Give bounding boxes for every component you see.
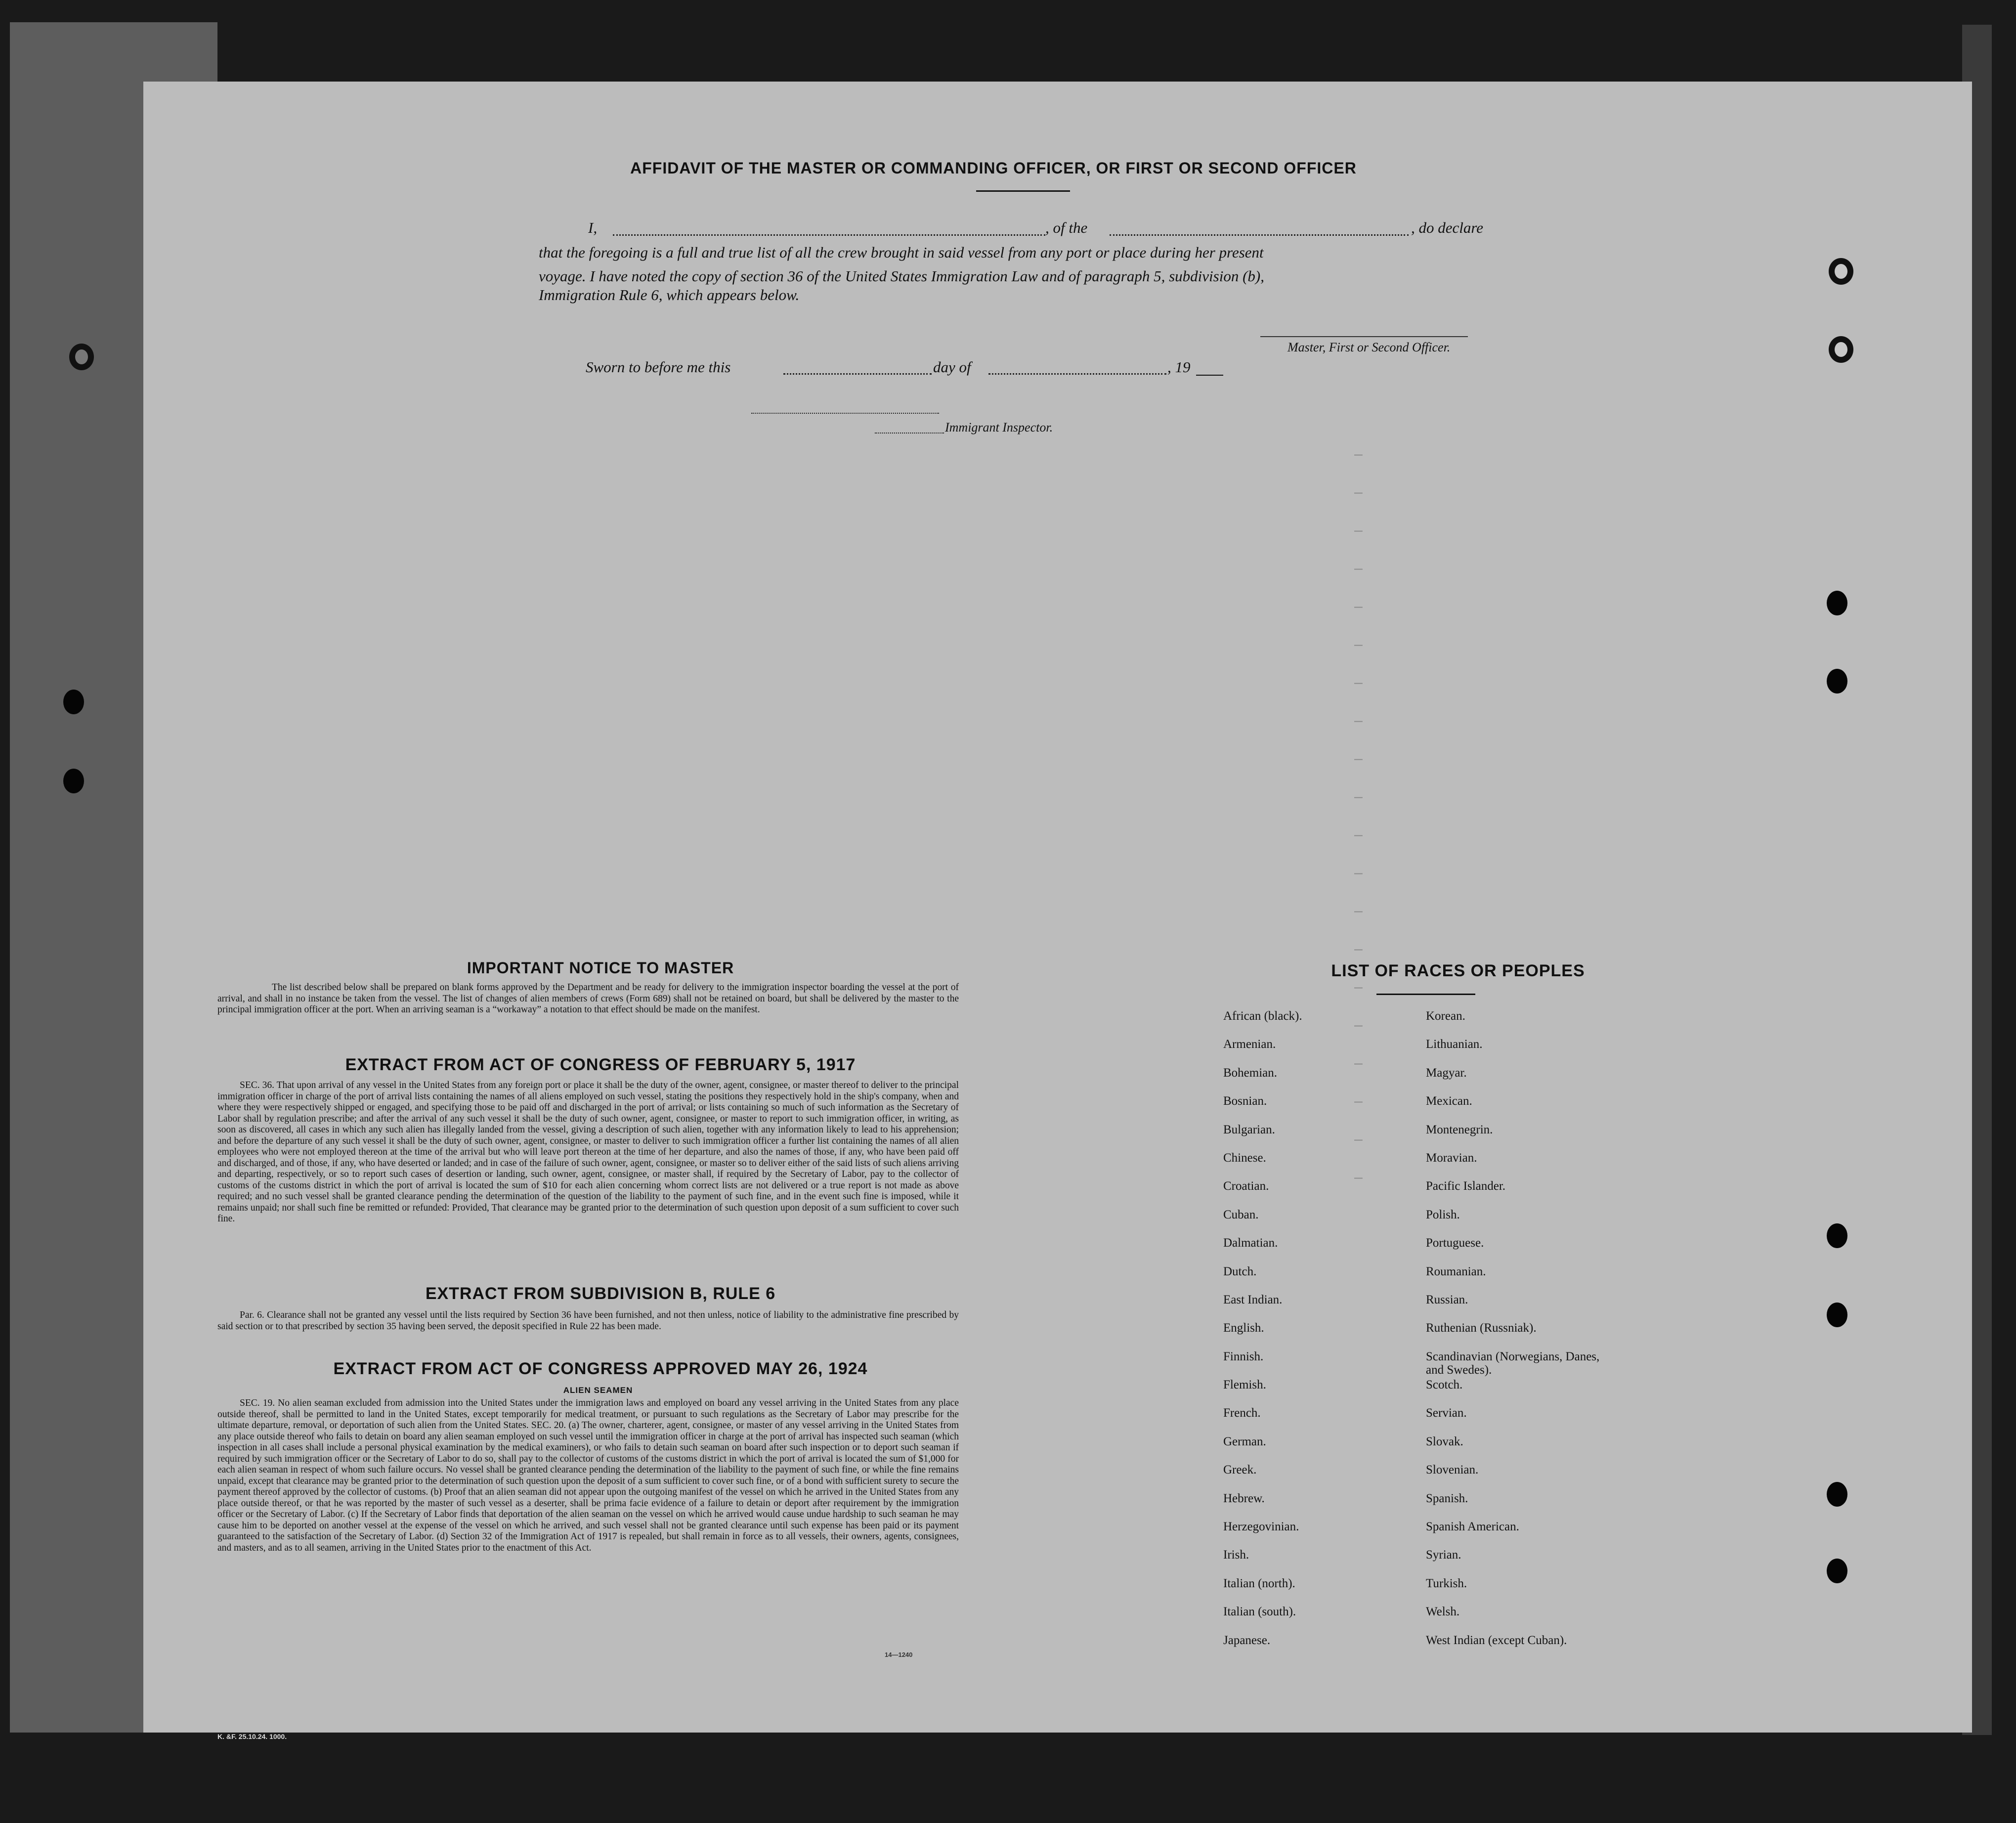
sworn-month-line[interactable] <box>988 373 1166 375</box>
do-declare-label: , do declare <box>1411 219 1484 236</box>
affidavit-line-3: voyage. I have noted the copy of section 36 of the United States Immigration Law and of paragraph 5, subdivision (b), <box>539 267 1264 285</box>
races-title: LIST OF RACES OR PEOPLES <box>1331 961 1585 980</box>
punch-hole <box>1827 1302 1847 1327</box>
notice-title: IMPORTANT NOTICE TO MASTER <box>467 959 734 977</box>
race-item: Syrian. <box>1426 1548 1461 1562</box>
i-label: I, <box>588 219 598 236</box>
race-item: Ruthenian (Russniak). <box>1426 1321 1537 1335</box>
sworn-label: Sworn to before me this <box>586 358 731 376</box>
punch-hole <box>1827 1482 1847 1507</box>
affidavit-title: AFFIDAVIT OF THE MASTER OR COMMANDING OFFICER, OR FIRST OR SECOND OFFICER <box>630 159 1357 177</box>
race-item: Russian. <box>1426 1293 1468 1306</box>
of-the-label: , of the <box>1045 219 1088 236</box>
race-item: Herzegovinian. <box>1223 1520 1299 1534</box>
year-line[interactable] <box>1196 375 1223 376</box>
race-item: Welsh. <box>1426 1605 1460 1619</box>
master-signature-line[interactable] <box>1260 336 1468 337</box>
race-item: Portuguese. <box>1426 1236 1484 1250</box>
race-item: Bulgarian. <box>1223 1123 1275 1136</box>
race-item: Irish. <box>1223 1548 1249 1562</box>
race-item: Japanese. <box>1223 1633 1271 1647</box>
race-item: Dutch. <box>1223 1264 1257 1278</box>
race-item: East Indian. <box>1223 1293 1283 1306</box>
race-item: Slovak. <box>1426 1434 1463 1448</box>
affidavit-line-2: that the foregoing is a full and true list of all the crew brought in said vessel from any port or place during her present <box>539 244 1264 261</box>
punch-hole-left <box>69 344 94 370</box>
punch-hole <box>1827 1559 1847 1583</box>
year-label: , 19 <box>1167 358 1191 376</box>
race-item: Hebrew. <box>1223 1491 1265 1505</box>
race-item: African (black). <box>1223 1009 1302 1023</box>
inspector-signature-line[interactable] <box>751 413 939 414</box>
punch-hole <box>1827 1223 1847 1248</box>
races-left-column <box>1223 1009 1302 1662</box>
race-item: Greek. <box>1223 1463 1257 1477</box>
extract-1917-title: EXTRACT FROM ACT OF CONGRESS OF FEBRUARY 5, 1917 <box>345 1055 856 1074</box>
race-item: Roumanian. <box>1426 1264 1486 1278</box>
affidavit-line-4: Immigration Rule 6, which appears below. <box>539 286 800 304</box>
race-item: Scotch. <box>1426 1378 1463 1392</box>
sworn-day-line[interactable] <box>783 373 932 375</box>
race-item: Servian. <box>1426 1406 1467 1420</box>
race-item: Spanish. <box>1426 1491 1468 1505</box>
race-item: Mexican. <box>1426 1094 1472 1108</box>
day-of-label: day of <box>933 358 971 376</box>
race-item: Croatian. <box>1223 1179 1269 1193</box>
race-item: Flemish. <box>1223 1378 1266 1392</box>
race-item: Montenegrin. <box>1426 1123 1493 1136</box>
race-item: West Indian (except Cuban). <box>1426 1633 1567 1647</box>
race-item: Korean. <box>1426 1009 1465 1023</box>
race-item: English. <box>1223 1321 1264 1335</box>
race-item: Italian (north). <box>1223 1576 1295 1590</box>
vessel-name-line[interactable] <box>1110 234 1409 236</box>
race-item: Italian (south). <box>1223 1605 1296 1619</box>
bleed-through-marks: — — — — — — — — — — — — — — — — — — — — <box>1354 446 1363 1185</box>
punch-hole-open <box>1829 258 1853 285</box>
race-item: French. <box>1223 1406 1261 1420</box>
race-item: Bohemian. <box>1223 1066 1278 1080</box>
master-signature-label: Master, First or Second Officer. <box>1287 340 1451 354</box>
races-right-column <box>1426 1009 1604 1662</box>
race-item: Chinese. <box>1223 1151 1266 1165</box>
race-item: Turkish. <box>1426 1576 1467 1590</box>
master-name-line[interactable] <box>613 234 1045 236</box>
punch-hole-left <box>63 769 84 793</box>
race-item: Bosnian. <box>1223 1094 1267 1108</box>
race-item: Moravian. <box>1426 1151 1477 1165</box>
extract-1924-title: EXTRACT FROM ACT OF CONGRESS APPROVED MAY 26, 1924 <box>333 1359 868 1378</box>
race-item: Cuban. <box>1223 1208 1259 1221</box>
races-title-rule <box>1376 994 1475 995</box>
race-item: Dalmatian. <box>1223 1236 1278 1250</box>
punch-hole-open <box>1829 336 1853 363</box>
extract-1917-text: SEC. 36. That upon arrival of any vessel in the United States from any foreign port or place it shall be the duty of the owner, agent, consignee, or master thereof to deliver to the principal immigration officer in charge of the port of arrival lists containing the names of all aliens employed on such vessel, stating the positions they respectively hold in the ship's company, when and where they were respectively shipped or engaged, and specifying those to be paid off and discharged in the port of arrival; or lists containing so much of such information as the Secretary of Labor shall by regulation prescribe; and after the arrival of any such vessel it shall be the duty of such owner, agent, consignee, or master to report to such immigration officer, in writing, as soon as discovered, all cases in which any such alien has illegally landed from the vessel, giving a description of such alien, together with any information likely to lead to his apprehension; and before the departure of any such vessel it shall be the duty of such owner, agent, consignee, or master to deliver to such immigration officer a further list containing the names of all alien employees who were not employed thereon at the time of the arrival but who will leave port thereon at the time of her departure, and also the names of those, if any, who have been paid off and discharged, and of those, if any, who have deserted or landed; and in case of the failure of such owner, agent, consignee, or master so to deliver either of the said lists of such aliens arriving and departing, respectively, or so to report such cases of desertion or landing, such owner, agent, consignee, or master shall, if required by the Secretary of Labor, pay to the collector of customs of the customs district in which the port of arrival is located the sum of $10 for each alien concerning whom correct lists are not delivered or a true report is not made as above required; and no such vessel shall be granted clearance pending the determination of the question of the liability to the payment of such fine, and in the event such fine is imposed, while it remains unpaid; nor shall such fine be remitted or refunded: Provided, That clearance may be granted prior to the determination of such question upon deposit of a sum sufficient to cover such fine. <box>217 1080 959 1224</box>
race-item: Finnish. <box>1223 1349 1264 1363</box>
printer-imprint: K. &F. 25.10.24. 1000. <box>217 1733 287 1740</box>
punch-hole-left <box>63 690 84 714</box>
alien-seamen-subtitle: ALIEN SEAMEN <box>563 1386 633 1395</box>
extract-1924-text: SEC. 19. No alien seaman excluded from admission into the United States under the immigration laws and employed on board any vessel arriving in the United States from any place outside thereof, shall be permitted to land in the United States, except temporarily for medical treatment, or pursuant to such regulations as the Secretary of Labor may prescribe for the ultimate departure, removal, or deportation of such alien from the United States. SEC. 20. (a) The owner, charterer, agent, consignee, or master of any vessel arriving in the United States from any place outside thereof who fails to detain on board any alien seaman employed on such vessel until the immigration officer in charge at the port of arrival has inspected such seaman (which inspection in all cases shall include a personal physical examination by the medical examiners), or who fails to detain such seaman on board after such inspection or to deport such seaman if required by such immigration officer or the Secretary of Labor to do so, shall pay to the collector of customs of the customs district in which the port of arrival is located the sum of $1,000 for each alien seaman in respect of whom such failure occurs. No vessel shall be granted clearance pending the determination of the liability to the payment of such fine, or while the fine remains unpaid, except that clearance may be granted prior to the determination of such question upon the deposit of a sum sufficient to cover such fine, or of a bond with sufficient surety to secure the payment thereof approved by the collector of customs. (b) Proof that an alien seaman did not appear upon the outgoing manifest of the vessel on which he arrived in the United States from any place outside thereof, or that he was reported by the master of such vessel as a deserter, shall be prima facie evidence of a failure to detain or deport after requirement by the immigration officer or the Secretary of Labor. (c) If the Secretary of Labor finds that deportation of the alien seaman on the vessel on which he arrived would cause undue hardship to such seaman he may cause him to be deported on another vessel at the expense of the vessel on which he arrived, and such vessel shall not be granted clearance until such expense has been paid or its payment guaranteed to the satisfaction of the Secretary of Labor. (d) Section 32 of the Immigration Act of 1917 is repealed, but shall remain in force as to all vessels, their owners, agents, consignees, and masters, and as to all seamen, arriving in the United States prior to the enactment of this Act. <box>217 1398 959 1553</box>
race-item: Armenian. <box>1223 1038 1276 1051</box>
inspector-signature-line-2[interactable] <box>875 433 944 434</box>
race-item: Lithuanian. <box>1426 1038 1483 1051</box>
race-item: German. <box>1223 1434 1266 1448</box>
race-item: Spanish American. <box>1426 1520 1519 1534</box>
extract-rule6-text: Par. 6. Clearance shall not be granted any vessel until the lists required by Section 36 have been furnished, and not then unless, notice of liability to the administrative fine prescribed by said section or to that prescribed by section 35 having been served, the deposit specified in Rule 22 has been made. <box>217 1310 959 1332</box>
race-item: Scandinavian (Norwegians, Danes, and Swedes). <box>1426 1349 1600 1377</box>
race-item: Polish. <box>1426 1208 1460 1221</box>
race-item: Magyar. <box>1426 1066 1467 1080</box>
race-item: Pacific Islander. <box>1426 1179 1506 1193</box>
extract-rule6-title: EXTRACT FROM SUBDIVISION B, RULE 6 <box>425 1284 776 1303</box>
inspector-label: Immigrant Inspector. <box>945 420 1053 434</box>
punch-hole <box>1827 669 1847 694</box>
title-rule <box>976 190 1070 192</box>
form-code: 14—1240 <box>885 1651 913 1658</box>
punch-hole <box>1827 591 1847 615</box>
race-item: Slovenian. <box>1426 1463 1479 1477</box>
notice-text: The list described below shall be prepared on blank forms approved by the Department and be ready for delivery to the immigration inspector boarding the vessel at the port of arrival, and shall in no instance be taken from the vessel. The list of changes of alien members of crews (Form 689) shall not be retained on board, but shall be delivered by the master to the principal immigration officer at the port. When an arriving seaman is a “workaway” a notation to that effect should be made on the manifest. <box>217 982 959 1015</box>
